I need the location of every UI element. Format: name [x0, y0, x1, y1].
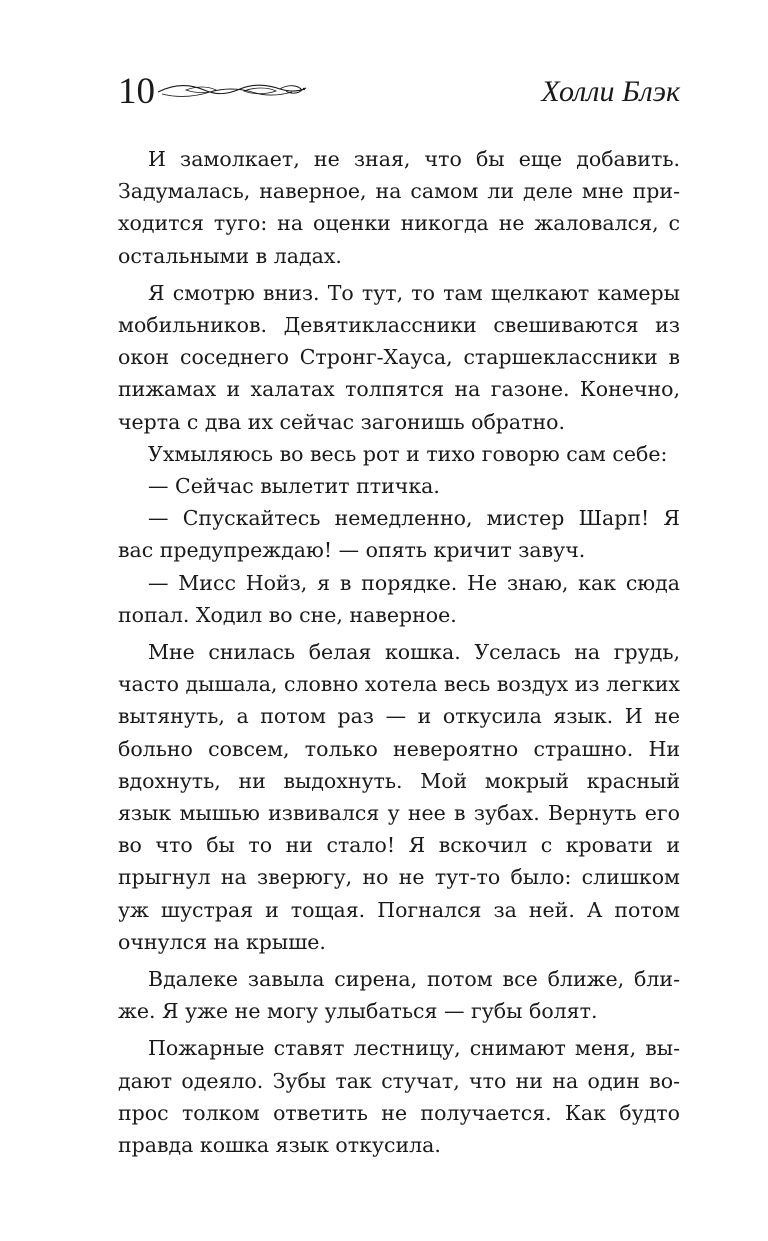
flourish-ornament-icon — [156, 80, 308, 102]
page-number: 10 — [118, 71, 155, 112]
paragraph: Ухмыляюсь во весь рот и тихо говорю сам себе: — [148, 441, 668, 466]
paragraph: — Спускайтесь немедленно, мистер Шарп! Я вас предупреждаю! — опять кричит завуч. — [118, 506, 680, 563]
paragraph: Вдалеке завыла сирена, потом все ближе, ближе. Я уже не могу улыбаться — губы болят. — [118, 967, 680, 1024]
paragraph: Мне снилась белая кошка. Уселась на грудь, часто дышала, словно хотела весь воздух из легких вытянуть, а потом раз — и откусила язык. И не больно совсем, только невероятно страшно. Ни вдохнуть, ни выдохнуть. Мой мокрый красный язык мышью извивался у нее в зубах. Вернуть его во что бы то ни стало! Я вскочил с кровати и прыгнул на зверюгу, но не тут-то было: слишком уж шустрая и тощая. Погнался за ней. А потом очнулся на крыше. — [118, 640, 680, 954]
paragraph: — Мисс Нойз, я в порядке. Не знаю, как сюда попал. Ходил во сне, наверное. — [118, 570, 680, 627]
paragraph: — Сейчас вылетит птичка. — [148, 474, 440, 499]
running-head — [118, 70, 680, 114]
paragraph: Пожарные ставят лестницу, снимают меня, выдают одеяло. Зубы так стучат, что ни на один вопрос толком ответить не получается. Как будто правда кошка язык откусила. — [118, 1036, 680, 1158]
paragraph: И замолкает, не зная, что бы еще добавить. Задумалась, наверное, на самом ли деле мне приходится туго: на оценки никогда не жаловался, с остальными в ладах. — [118, 147, 680, 268]
paragraph: Я смотрю вниз. То тут, то там щелкают камеры мобильников. Девятиклассники свешиваются из окон соседнего Стронг-Хауса, старшеклассники в пижамах и халатах толпятся на газоне. Конечно, черта с два их сейчас загонишь обратно. — [118, 280, 680, 434]
body-text — [118, 143, 680, 1166]
author-name: Холли Блэк — [541, 75, 680, 108]
